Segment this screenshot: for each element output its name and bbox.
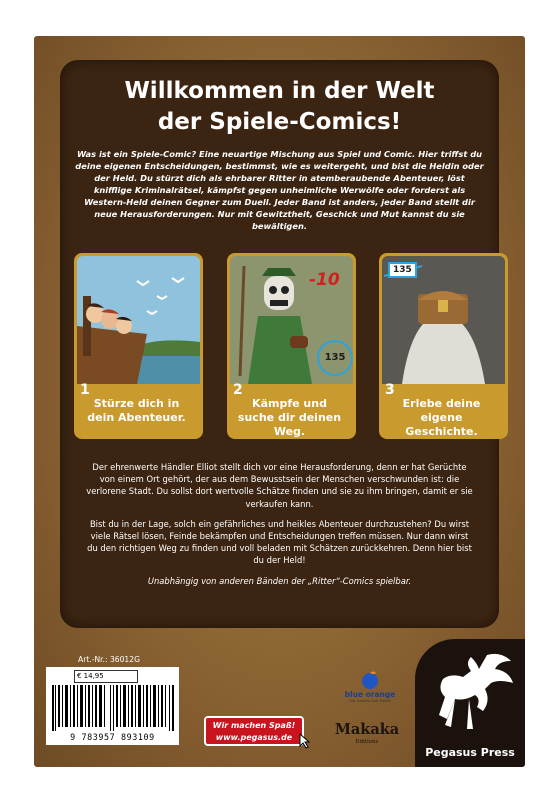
- page-ref-circle: 135: [317, 340, 353, 376]
- step-1-illustration: [77, 256, 200, 384]
- step-3-card: [379, 253, 508, 439]
- barcode-label: [46, 667, 179, 745]
- step-2-caption: 2 Kämpfe und suche dir deinen Weg.: [233, 382, 342, 438]
- article-number: Art.-Nr.: 36012G: [78, 655, 140, 664]
- pegasus-horse-icon: [425, 649, 517, 739]
- cursor-icon: [299, 733, 311, 749]
- pegasus-press-logo: [415, 639, 525, 767]
- page-title: Willkommen in der Welt der Spiele-Comics!: [124, 78, 435, 135]
- step-3-illustration: [382, 256, 505, 384]
- makaka-logo: Makaka Editions: [334, 721, 400, 745]
- page-box: 135: [388, 262, 417, 278]
- step-2-illustration: [230, 256, 353, 384]
- website-link[interactable]: www.pegasus.de: [215, 733, 293, 742]
- book-back-cover: [34, 36, 525, 767]
- story-text: [86, 461, 473, 595]
- story-note: Unabhängig von anderen Bänden der „Ritter“-Comics spielbar.: [147, 575, 412, 586]
- intro-text: Was ist ein Spiele-Comic? Eine neuartige Mischung aus Spiel und Comic. Hier triffst du deine eigenen Entscheidungen, bestimmst, wie es weitergeht, und bist die Heldin oder der Held. Du stürzt dich als ehrbarer Ritter in atemberaubende Abenteuer, löst knifflige Kriminalrätsel, kämpfst gegen unheimliche Werwölfe oder forderst als Western-Held deinen Gegner zum Duell. Jeder Band ist anders, jeder Band stellt dir neue Herausforderungen. Nur mit Gewitztheit, Geschick und Mut kannst du sie bewältigen.: [75, 149, 484, 231]
- blue-orange-logo: blue orange Hot Games Cool Planet: [340, 670, 400, 706]
- steps-row: [74, 253, 487, 439]
- damage-marker: -10: [309, 270, 340, 290]
- barcode-icon: [52, 685, 174, 731]
- content-panel: [60, 60, 499, 628]
- step-3-caption: 3 Erlebe deine eigene Geschichte.: [385, 382, 481, 438]
- story-paragraph-2: Bist du in der Lage, solch ein gefährliches und heikles Abenteuer durchzustehen? Du wirst viele Rätsel lösen, Feinde bekämpfen und Entscheidungen treffen müssen. Nur dann wirst du den richtigen Weg zu finden und voll beladen mit Schätzen zurückkehren. Denn hier bist du der Held!: [87, 518, 472, 566]
- step-1-card: [74, 253, 203, 439]
- story-paragraph-1: Der ehrenwerte Händler Elliot stellt dich vor eine Herausforderung, denn er hat Gerüchte von einem Ort gehört, der aus dem Bewusstsein der Menschen verschwunden ist: die verlorene Stadt. Du sollst dort wertvolle Schätze finden und sie zu ihm bringen, damit er sie verkaufen kann.: [86, 462, 473, 509]
- step-1-caption: 1 Stürze dich in dein Abenteuer.: [80, 382, 186, 424]
- slogan-badge[interactable]: Wir machen Spaß! www.pegasus.de: [204, 716, 304, 746]
- isbn-number: 9 783957 893109: [70, 732, 155, 742]
- step-2-card: [227, 253, 356, 439]
- orange-fruit-icon: [360, 670, 380, 690]
- publisher-name: Pegasus Press: [425, 746, 515, 759]
- price-tag: € 14,95: [74, 670, 138, 683]
